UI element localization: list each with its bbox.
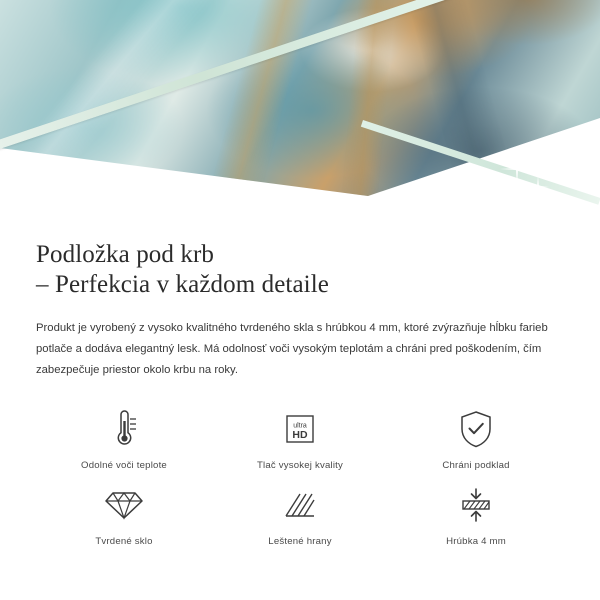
content-area (0, 218, 600, 547)
hero-image (0, 0, 600, 218)
svg-text:HD: HD (292, 429, 308, 441)
feature-item-surface-protection (388, 407, 564, 471)
feature-label: Chráni podklad (442, 460, 510, 471)
headline-line-1: Podložka pod krb (36, 241, 214, 268)
diamond-icon (103, 483, 145, 527)
feature-label: Tvrdené sklo (95, 536, 153, 547)
feature-label: Odolné voči teplote (81, 460, 167, 471)
feature-item-print-quality (212, 407, 388, 471)
svg-text:ultra: ultra (293, 422, 307, 430)
product-description: Produkt je vyrobený z vysoko kvalitného tvrdeného skla s hrúbkou 4 mm, ktoré zvýrazňuje hĺbku farieb potlače a dodáva elegantný lesk. Má odolnosť voči vysokým teplotám a chráni pred poškodením, čím zabezpečuje priestor okolo krbu na roky. (36, 322, 548, 376)
marble-gold-veins (0, 0, 600, 218)
page-title (36, 218, 564, 300)
feature-label: Tlač vysokej kvality (256, 460, 344, 471)
headline-line-2: – Perfekcia v každom detaile (36, 271, 329, 298)
feature-item-thickness (388, 483, 564, 547)
sparkle-icon (527, 176, 549, 198)
feature-label: Hrúbka 4 mm (446, 536, 506, 547)
thermometer-icon (107, 407, 141, 451)
thickness-icon (455, 483, 497, 527)
shield-check-icon (456, 407, 496, 451)
feature-grid (36, 407, 564, 547)
feature-label: Leštené hrany (268, 536, 332, 547)
polished-edges-icon (280, 483, 320, 527)
feature-item-temperature (36, 407, 212, 471)
sparkle-icon (500, 152, 534, 186)
ultra-hd-icon (280, 407, 320, 451)
feature-item-tempered-glass (36, 483, 212, 547)
feature-item-polished-edges (212, 483, 388, 547)
